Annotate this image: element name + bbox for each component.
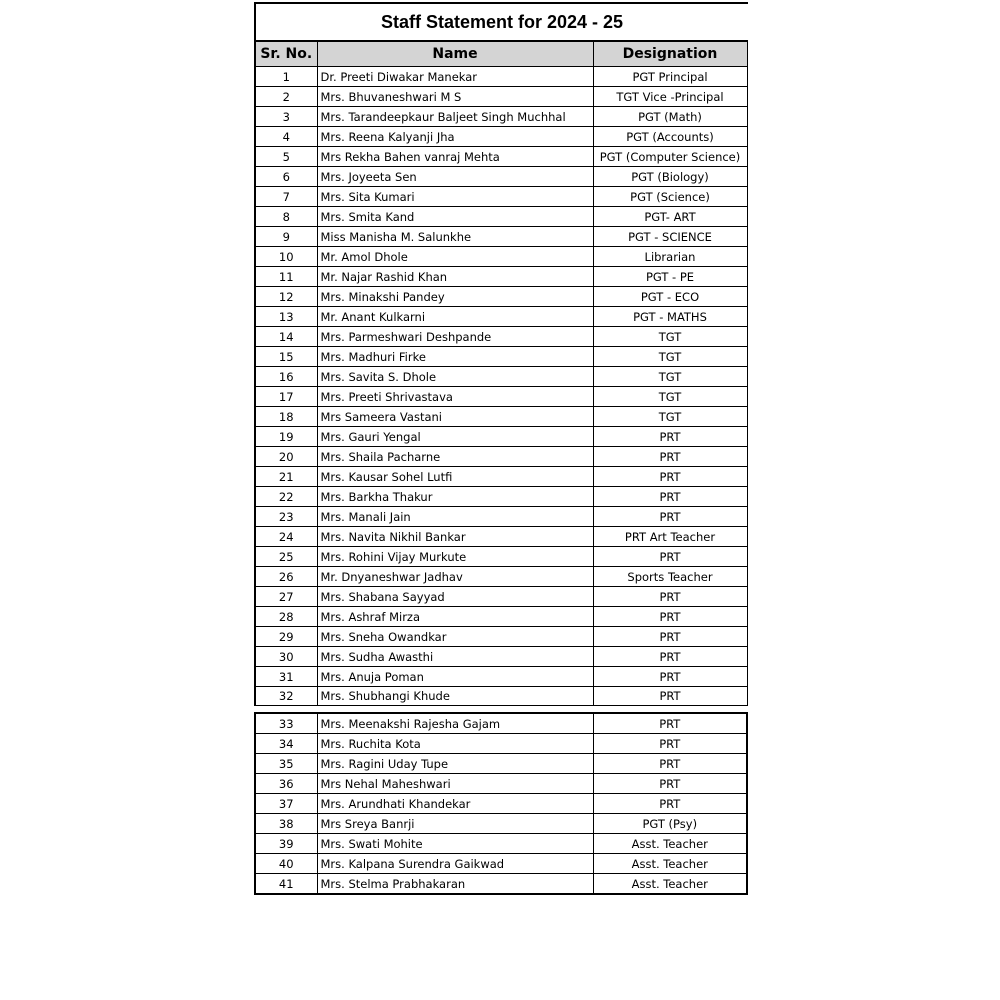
table-row xyxy=(255,667,747,687)
cell-designation: PGT - SCIENCE xyxy=(593,227,747,247)
cell-designation: Librarian xyxy=(593,247,747,267)
cell-sr-no: 8 xyxy=(255,207,317,227)
cell-designation: TGT xyxy=(593,367,747,387)
cell-designation: PRT xyxy=(593,507,747,527)
cell-designation: PRT xyxy=(593,447,747,467)
cell-sr-no: 36 xyxy=(255,774,317,794)
cell-name: Mr. Najar Rashid Khan xyxy=(317,267,593,287)
staff-table-part2 xyxy=(254,712,748,895)
table-row xyxy=(255,307,747,327)
cell-sr-no: 17 xyxy=(255,387,317,407)
table-row xyxy=(255,87,747,107)
cell-designation: PRT xyxy=(593,487,747,507)
cell-sr-no: 12 xyxy=(255,287,317,307)
cell-sr-no: 34 xyxy=(255,734,317,754)
cell-name: Mrs. Shaila Pacharne xyxy=(317,447,593,467)
cell-sr-no: 38 xyxy=(255,814,317,834)
cell-name: Mrs. Reena Kalyanji Jha xyxy=(317,127,593,147)
table-row xyxy=(255,547,747,567)
table-row xyxy=(255,327,747,347)
cell-name: Mrs. Bhuvaneshwari M S xyxy=(317,87,593,107)
cell-name: Mrs. Parmeshwari Deshpande xyxy=(317,327,593,347)
table-row xyxy=(255,247,747,267)
cell-designation: PGT (Psy) xyxy=(593,814,747,834)
cell-designation: Sports Teacher xyxy=(593,567,747,587)
table-row xyxy=(255,607,747,627)
cell-name: Mrs. Savita S. Dhole xyxy=(317,367,593,387)
table-row xyxy=(255,687,747,706)
cell-name: Mrs. Shubhangi Khude xyxy=(317,687,593,706)
cell-name: Mrs. Tarandeepkaur Baljeet Singh Muchhal xyxy=(317,107,593,127)
cell-sr-no: 20 xyxy=(255,447,317,467)
cell-sr-no: 6 xyxy=(255,167,317,187)
table-row xyxy=(255,187,747,207)
table-row xyxy=(255,587,747,607)
table-row xyxy=(255,367,747,387)
cell-designation: PRT xyxy=(593,647,747,667)
cell-designation: TGT xyxy=(593,327,747,347)
cell-designation: PGT (Biology) xyxy=(593,167,747,187)
cell-designation: TGT xyxy=(593,387,747,407)
cell-sr-no: 2 xyxy=(255,87,317,107)
cell-sr-no: 29 xyxy=(255,627,317,647)
cell-designation: PRT xyxy=(593,427,747,447)
cell-name: Mrs. Kausar Sohel Lutfi xyxy=(317,467,593,487)
cell-sr-no: 40 xyxy=(255,854,317,874)
table-row xyxy=(255,407,747,427)
cell-name: Mrs. Preeti Shrivastava xyxy=(317,387,593,407)
table-row xyxy=(255,834,747,854)
cell-designation: PRT xyxy=(593,687,747,706)
column-header-designation: Designation xyxy=(593,42,747,67)
cell-sr-no: 3 xyxy=(255,107,317,127)
table-row xyxy=(255,267,747,287)
cell-sr-no: 41 xyxy=(255,874,317,895)
cell-name: Mrs. Meenakshi Rajesha Gajam xyxy=(317,713,593,734)
cell-designation: PRT xyxy=(593,627,747,647)
cell-sr-no: 39 xyxy=(255,834,317,854)
table-row xyxy=(255,774,747,794)
cell-designation: PGT (Accounts) xyxy=(593,127,747,147)
table-row xyxy=(255,814,747,834)
cell-name: Mrs Sreya Banrji xyxy=(317,814,593,834)
cell-name: Mrs. Sneha Owandkar xyxy=(317,627,593,647)
cell-designation: PRT xyxy=(593,713,747,734)
table-row xyxy=(255,734,747,754)
cell-designation: PGT- ART xyxy=(593,207,747,227)
table-row xyxy=(255,67,747,87)
table-row xyxy=(255,647,747,667)
cell-designation: PRT xyxy=(593,667,747,687)
table-row xyxy=(255,167,747,187)
cell-designation: PRT xyxy=(593,734,747,754)
cell-name: Mrs Sameera Vastani xyxy=(317,407,593,427)
cell-designation: PGT - ECO xyxy=(593,287,747,307)
cell-sr-no: 1 xyxy=(255,67,317,87)
cell-designation: PRT xyxy=(593,607,747,627)
cell-name: Mrs. Sudha Awasthi xyxy=(317,647,593,667)
cell-designation: Asst. Teacher xyxy=(593,834,747,854)
table-row xyxy=(255,754,747,774)
table-row xyxy=(255,387,747,407)
cell-designation: Asst. Teacher xyxy=(593,854,747,874)
cell-name: Mrs. Gauri Yengal xyxy=(317,427,593,447)
cell-sr-no: 23 xyxy=(255,507,317,527)
cell-sr-no: 11 xyxy=(255,267,317,287)
cell-name: Mr. Dnyaneshwar Jadhav xyxy=(317,567,593,587)
cell-sr-no: 13 xyxy=(255,307,317,327)
cell-sr-no: 31 xyxy=(255,667,317,687)
table-row xyxy=(255,207,747,227)
cell-name: Mrs. Barkha Thakur xyxy=(317,487,593,507)
cell-designation: PGT (Computer Science) xyxy=(593,147,747,167)
cell-designation: PRT xyxy=(593,467,747,487)
cell-name: Mrs. Ruchita Kota xyxy=(317,734,593,754)
cell-name: Mrs. Arundhati Khandekar xyxy=(317,794,593,814)
cell-sr-no: 19 xyxy=(255,427,317,447)
table-row xyxy=(255,527,747,547)
document-title: Staff Statement for 2024 - 25 xyxy=(254,2,748,41)
cell-sr-no: 26 xyxy=(255,567,317,587)
cell-designation: PRT xyxy=(593,794,747,814)
cell-name: Dr. Preeti Diwakar Manekar xyxy=(317,67,593,87)
table-row xyxy=(255,107,747,127)
cell-sr-no: 16 xyxy=(255,367,317,387)
cell-designation: PRT xyxy=(593,587,747,607)
cell-sr-no: 18 xyxy=(255,407,317,427)
cell-sr-no: 21 xyxy=(255,467,317,487)
table-row xyxy=(255,794,747,814)
cell-name: Mrs. Anuja Poman xyxy=(317,667,593,687)
table-row xyxy=(255,874,747,895)
table-row xyxy=(255,147,747,167)
table-row xyxy=(255,854,747,874)
table-row xyxy=(255,447,747,467)
cell-name: Mrs. Shabana Sayyad xyxy=(317,587,593,607)
cell-designation: PGT Principal xyxy=(593,67,747,87)
table-row xyxy=(255,287,747,307)
table-row xyxy=(255,227,747,247)
cell-sr-no: 28 xyxy=(255,607,317,627)
staff-statement-document xyxy=(254,2,748,895)
cell-name: Mrs Nehal Maheshwari xyxy=(317,774,593,794)
cell-name: Mrs. Rohini Vijay Murkute xyxy=(317,547,593,567)
cell-designation: PRT Art Teacher xyxy=(593,527,747,547)
table-row xyxy=(255,627,747,647)
cell-name: Mr. Anant Kulkarni xyxy=(317,307,593,327)
cell-name: Mrs. Ragini Uday Tupe xyxy=(317,754,593,774)
table-header-row xyxy=(255,42,747,67)
cell-name: Mrs. Manali Jain xyxy=(317,507,593,527)
table-row xyxy=(255,427,747,447)
cell-name: Mrs. Kalpana Surendra Gaikwad xyxy=(317,854,593,874)
table-row xyxy=(255,713,747,734)
cell-sr-no: 27 xyxy=(255,587,317,607)
table-row xyxy=(255,347,747,367)
cell-sr-no: 33 xyxy=(255,713,317,734)
table-row xyxy=(255,487,747,507)
column-header-name: Name xyxy=(317,42,593,67)
cell-name: Mrs. Stelma Prabhakaran xyxy=(317,874,593,895)
cell-sr-no: 25 xyxy=(255,547,317,567)
cell-designation: TGT Vice -Principal xyxy=(593,87,747,107)
cell-sr-no: 7 xyxy=(255,187,317,207)
cell-designation: TGT xyxy=(593,347,747,367)
cell-sr-no: 22 xyxy=(255,487,317,507)
cell-designation: PGT (Science) xyxy=(593,187,747,207)
cell-sr-no: 4 xyxy=(255,127,317,147)
cell-name: Mrs. Navita Nikhil Bankar xyxy=(317,527,593,547)
cell-designation: PRT xyxy=(593,547,747,567)
cell-designation: PRT xyxy=(593,774,747,794)
cell-sr-no: 35 xyxy=(255,754,317,774)
cell-name: Mrs. Joyeeta Sen xyxy=(317,167,593,187)
cell-name: Mrs Rekha Bahen vanraj Mehta xyxy=(317,147,593,167)
cell-designation: PGT (Math) xyxy=(593,107,747,127)
cell-name: Mrs. Smita Kand xyxy=(317,207,593,227)
cell-name: Mrs. Madhuri Firke xyxy=(317,347,593,367)
table-row xyxy=(255,127,747,147)
table-row xyxy=(255,567,747,587)
cell-designation: Asst. Teacher xyxy=(593,874,747,895)
cell-sr-no: 14 xyxy=(255,327,317,347)
cell-name: Mrs. Sita Kumari xyxy=(317,187,593,207)
table-row xyxy=(255,507,747,527)
cell-name: Miss Manisha M. Salunkhe xyxy=(317,227,593,247)
cell-sr-no: 24 xyxy=(255,527,317,547)
cell-name: Mr. Amol Dhole xyxy=(317,247,593,267)
cell-name: Mrs. Minakshi Pandey xyxy=(317,287,593,307)
cell-name: Mrs. Ashraf Mirza xyxy=(317,607,593,627)
cell-sr-no: 5 xyxy=(255,147,317,167)
cell-designation: TGT xyxy=(593,407,747,427)
cell-name: Mrs. Swati Mohite xyxy=(317,834,593,854)
cell-designation: PGT - MATHS xyxy=(593,307,747,327)
cell-sr-no: 37 xyxy=(255,794,317,814)
table-row xyxy=(255,467,747,487)
cell-sr-no: 9 xyxy=(255,227,317,247)
cell-sr-no: 15 xyxy=(255,347,317,367)
column-header-sr-no: Sr. No. xyxy=(255,42,317,67)
cell-sr-no: 10 xyxy=(255,247,317,267)
cell-designation: PGT - PE xyxy=(593,267,747,287)
staff-table-part1 xyxy=(254,41,748,706)
cell-sr-no: 32 xyxy=(255,687,317,706)
cell-designation: PRT xyxy=(593,754,747,774)
cell-sr-no: 30 xyxy=(255,647,317,667)
